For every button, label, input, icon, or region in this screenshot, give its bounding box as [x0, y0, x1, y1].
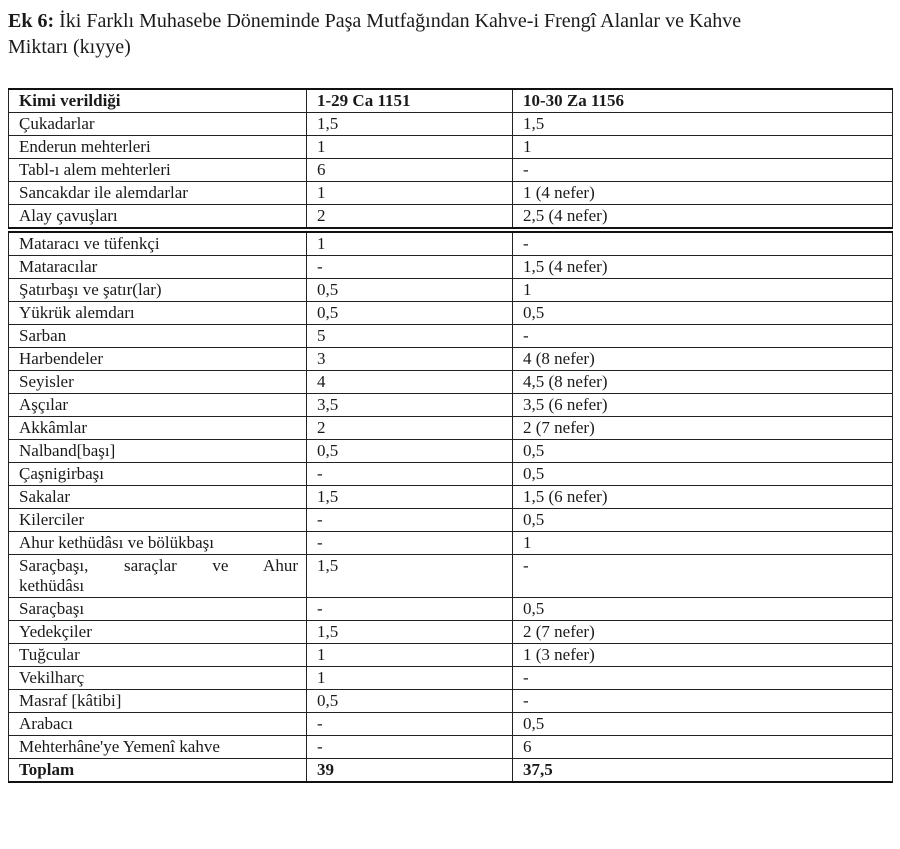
cell-amount-1151: - [307, 713, 513, 736]
table-row [9, 644, 893, 667]
table-header-row [9, 89, 893, 113]
cell-amount-1151: 1 [307, 667, 513, 690]
cell-amount-1156: - [513, 667, 893, 690]
cell-recipient: Vekilharç [9, 667, 307, 690]
table-row [9, 509, 893, 532]
cell-recipient: Tabl-ı alem mehterleri [9, 159, 307, 182]
table-row [9, 532, 893, 555]
cell-recipient: Tuğcular [9, 644, 307, 667]
cell-amount-1151: 0,5 [307, 440, 513, 463]
cell-amount-1156: - [513, 690, 893, 713]
cell-recipient: Çukadarlar [9, 113, 307, 136]
cell-amount-1156: 3,5 (6 nefer) [513, 394, 893, 417]
table-row [9, 136, 893, 159]
cell-amount-1151: 6 [307, 159, 513, 182]
table-row [9, 598, 893, 621]
cell-recipient: Şatırbaşı ve şatır(lar) [9, 279, 307, 302]
cell-amount-1156: 0,5 [513, 463, 893, 486]
total-label: Toplam [9, 759, 307, 783]
cell-amount-1156: 1,5 (4 nefer) [513, 256, 893, 279]
cell-recipient: Kilerciler [9, 509, 307, 532]
cell-amount-1151: 2 [307, 417, 513, 440]
cell-recipient: Akkâmlar [9, 417, 307, 440]
cell-amount-1156: 0,5 [513, 302, 893, 325]
cell-amount-1151: 0,5 [307, 279, 513, 302]
cell-recipient: Çaşnigirbaşı [9, 463, 307, 486]
cell-recipient: Saraçbaşı [9, 598, 307, 621]
cell-amount-1151: - [307, 509, 513, 532]
table-body [9, 89, 893, 782]
caption-title-line2: Miktarı (kıyye) [8, 36, 131, 58]
cell-recipient: Sarban [9, 325, 307, 348]
cell-amount-1156: 2,5 (4 nefer) [513, 205, 893, 229]
table-total-row [9, 759, 893, 783]
cell-recipient: Arabacı [9, 713, 307, 736]
table-row [9, 736, 893, 759]
cell-amount-1151: 4 [307, 371, 513, 394]
cell-amount-1156: - [513, 325, 893, 348]
cell-recipient: Seyisler [9, 371, 307, 394]
cell-amount-1156: 0,5 [513, 440, 893, 463]
cell-amount-1156: 1,5 [513, 113, 893, 136]
cell-amount-1151: 1 [307, 182, 513, 205]
cell-amount-1156: 0,5 [513, 509, 893, 532]
total-amount-1156: 37,5 [513, 759, 893, 783]
cell-amount-1151: - [307, 256, 513, 279]
header-period-1156: 10-30 Za 1156 [513, 89, 893, 113]
cell-amount-1156: 2 (7 nefer) [513, 621, 893, 644]
cell-amount-1156: 4 (8 nefer) [513, 348, 893, 371]
table-row [9, 113, 893, 136]
cell-amount-1151: 1 [307, 644, 513, 667]
coffee-distribution-table [8, 88, 893, 783]
cell-amount-1156: 0,5 [513, 598, 893, 621]
cell-recipient: Masraf [kâtibi] [9, 690, 307, 713]
cell-recipient: Enderun mehterleri [9, 136, 307, 159]
cell-amount-1156: 1,5 (6 nefer) [513, 486, 893, 509]
table-row [9, 621, 893, 644]
cell-amount-1156: 6 [513, 736, 893, 759]
table-row [9, 256, 893, 279]
table-row [9, 371, 893, 394]
cell-amount-1151: - [307, 463, 513, 486]
cell-amount-1156: 1 (4 nefer) [513, 182, 893, 205]
caption-label: Ek 6: [8, 10, 55, 32]
table-row [9, 486, 893, 509]
table-row [9, 713, 893, 736]
table-row [9, 690, 893, 713]
cell-recipient-line1: Saraçbaşı, saraçlar ve Ahur [19, 556, 298, 575]
table-row [9, 440, 893, 463]
cell-recipient: Aşçılar [9, 394, 307, 417]
cell-recipient: Yedekçiler [9, 621, 307, 644]
table-row [9, 417, 893, 440]
cell-amount-1151: 5 [307, 325, 513, 348]
cell-amount-1151: 1 [307, 136, 513, 159]
table-row [9, 463, 893, 486]
cell-recipient: Sancakdar ile alemdarlar [9, 182, 307, 205]
table-row [9, 182, 893, 205]
cell-amount-1151: 2 [307, 205, 513, 229]
table-row [9, 348, 893, 371]
cell-recipient: Mataracı ve tüfenkçi [9, 232, 307, 256]
cell-recipient: Ahur kethüdâsı ve bölükbaşı [9, 532, 307, 555]
cell-recipient [9, 555, 307, 598]
cell-amount-1156: 4,5 (8 nefer) [513, 371, 893, 394]
table-caption [8, 8, 892, 60]
table-row [9, 159, 893, 182]
cell-amount-1156: 0,5 [513, 713, 893, 736]
cell-amount-1151: 1,5 [307, 621, 513, 644]
cell-amount-1151: 1,5 [307, 555, 513, 598]
cell-amount-1151: 3 [307, 348, 513, 371]
cell-recipient: Mehterhâne'ye Yemenî kahve [9, 736, 307, 759]
cell-amount-1151: 3,5 [307, 394, 513, 417]
table-row [9, 394, 893, 417]
caption-title-line1: İki Farklı Muhasebe Döneminde Paşa Mutfağından Kahve-i Frengî Alanlar ve Kahve [59, 10, 742, 32]
cell-recipient: Nalband[başı] [9, 440, 307, 463]
cell-amount-1156: 1 [513, 279, 893, 302]
cell-amount-1156: 1 (3 nefer) [513, 644, 893, 667]
cell-recipient: Mataracılar [9, 256, 307, 279]
cell-amount-1151: - [307, 598, 513, 621]
cell-recipient: Harbendeler [9, 348, 307, 371]
cell-recipient: Sakalar [9, 486, 307, 509]
cell-amount-1151: - [307, 532, 513, 555]
cell-amount-1156: - [513, 159, 893, 182]
cell-amount-1151: 0,5 [307, 690, 513, 713]
header-period-1151: 1-29 Ca 1151 [307, 89, 513, 113]
cell-amount-1156: 2 (7 nefer) [513, 417, 893, 440]
cell-amount-1151: 1,5 [307, 113, 513, 136]
cell-amount-1156: - [513, 232, 893, 256]
total-amount-1151: 39 [307, 759, 513, 783]
table-row [9, 232, 893, 256]
cell-recipient: Yükrük alemdarı [9, 302, 307, 325]
cell-amount-1156: 1 [513, 532, 893, 555]
cell-amount-1156: 1 [513, 136, 893, 159]
cell-amount-1151: 0,5 [307, 302, 513, 325]
header-recipient: Kimi verildiği [9, 89, 307, 113]
table-row [9, 667, 893, 690]
cell-amount-1151: 1 [307, 232, 513, 256]
cell-recipient: Alay çavuşları [9, 205, 307, 229]
table-row [9, 279, 893, 302]
table-row [9, 302, 893, 325]
cell-amount-1156: - [513, 555, 893, 598]
cell-amount-1151: - [307, 736, 513, 759]
cell-amount-1151: 1,5 [307, 486, 513, 509]
table-row [9, 205, 893, 229]
cell-recipient-line2: kethüdâsı [19, 576, 85, 595]
table-row [9, 555, 893, 598]
table-row [9, 325, 893, 348]
